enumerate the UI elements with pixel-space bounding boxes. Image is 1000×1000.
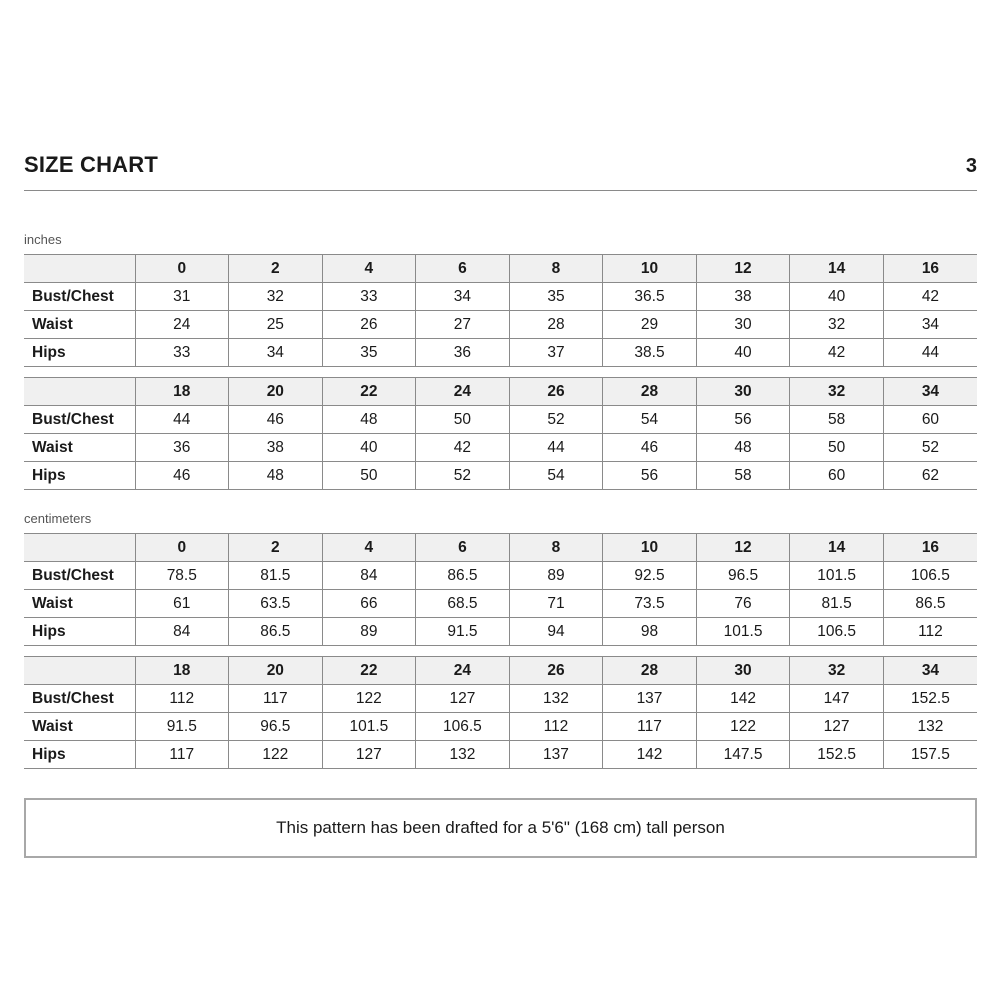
measurement-value: 42	[883, 283, 977, 311]
table-row-hips	[24, 618, 977, 646]
measurement-label: Waist	[32, 438, 73, 456]
header-corner-cell	[24, 534, 135, 562]
measurement-value: 68.5	[416, 590, 510, 618]
measurement-value: 66	[322, 590, 416, 618]
measurement-value: 142	[696, 685, 790, 713]
measurement-value: 61	[135, 590, 229, 618]
measurement-value: 71	[509, 590, 603, 618]
measurement-value: 127	[790, 713, 884, 741]
measurement-value: 38.5	[603, 339, 697, 367]
measurement-value: 117	[229, 685, 323, 713]
measurement-value: 52	[416, 462, 510, 490]
measurement-value: 122	[696, 713, 790, 741]
size-header-cell: 22	[322, 378, 416, 406]
size-header-cell: 8	[509, 534, 603, 562]
size-header-cell: 2	[229, 534, 323, 562]
size-header-cell: 18	[135, 378, 229, 406]
size-header-cell: 14	[790, 534, 884, 562]
size-header-cell: 24	[416, 378, 510, 406]
measurement-value: 84	[322, 562, 416, 590]
measurement-value: 101.5	[790, 562, 884, 590]
measurement-value: 52	[883, 434, 977, 462]
measurement-value: 46	[603, 434, 697, 462]
measurement-value: 42	[416, 434, 510, 462]
measurement-value: 112	[509, 713, 603, 741]
measurement-value: 50	[790, 434, 884, 462]
size-header-cell: 28	[603, 378, 697, 406]
measurement-value: 29	[603, 311, 697, 339]
measurement-value: 122	[229, 741, 323, 769]
table-row-bust-chest	[24, 685, 977, 713]
measurement-value: 86.5	[883, 590, 977, 618]
table-row-waist	[24, 713, 977, 741]
table-row-waist	[24, 434, 977, 462]
measurement-value: 44	[883, 339, 977, 367]
page-title: SIZE CHART	[24, 152, 158, 177]
measurement-value: 78.5	[135, 562, 229, 590]
measurement-value: 31	[135, 283, 229, 311]
size-header-cell: 18	[135, 657, 229, 685]
measurement-value: 132	[416, 741, 510, 769]
measurement-label: Hips	[32, 343, 66, 361]
measurement-value: 35	[322, 339, 416, 367]
measurement-value: 54	[509, 462, 603, 490]
measurement-value: 24	[135, 311, 229, 339]
size-header-cell: 10	[603, 534, 697, 562]
measurement-value: 137	[509, 741, 603, 769]
table-row-waist	[24, 311, 977, 339]
measurement-value: 101.5	[696, 618, 790, 646]
measurement-label: Bust/Chest	[32, 287, 114, 305]
measurement-value: 46	[229, 406, 323, 434]
size-table-centimeters-2	[24, 656, 977, 769]
measurement-value: 36.5	[603, 283, 697, 311]
measurement-value: 40	[696, 339, 790, 367]
measurement-value: 98	[603, 618, 697, 646]
measurement-value: 147	[790, 685, 884, 713]
size-header-cell: 20	[229, 657, 323, 685]
size-table-inches-1	[24, 254, 977, 367]
size-header-cell: 10	[603, 255, 697, 283]
measurement-label: Waist	[32, 594, 73, 612]
measurement-value: 152.5	[883, 685, 977, 713]
header-corner-cell	[24, 657, 135, 685]
page-header	[24, 150, 977, 191]
measurement-value: 73.5	[603, 590, 697, 618]
measurement-value: 42	[790, 339, 884, 367]
size-header-cell: 20	[229, 378, 323, 406]
measurement-value: 34	[416, 283, 510, 311]
measurement-value: 152.5	[790, 741, 884, 769]
size-header-cell: 16	[883, 255, 977, 283]
table-row-bust-chest	[24, 406, 977, 434]
measurement-value: 60	[790, 462, 884, 490]
size-header-cell: 6	[416, 534, 510, 562]
size-header-cell: 26	[509, 378, 603, 406]
header-corner-cell	[24, 378, 135, 406]
measurement-value: 76	[696, 590, 790, 618]
measurement-value: 44	[135, 406, 229, 434]
measurement-value: 127	[322, 741, 416, 769]
measurement-value: 106.5	[790, 618, 884, 646]
measurement-value: 89	[322, 618, 416, 646]
measurement-value: 94	[509, 618, 603, 646]
measurement-value: 147.5	[696, 741, 790, 769]
measurement-value: 112	[135, 685, 229, 713]
size-header-cell: 14	[790, 255, 884, 283]
size-header-cell: 34	[883, 378, 977, 406]
table-row-hips	[24, 462, 977, 490]
measurement-label: Hips	[32, 622, 66, 640]
size-header-cell: 32	[790, 378, 884, 406]
measurement-value: 32	[229, 283, 323, 311]
size-header-cell: 30	[696, 378, 790, 406]
measurement-label: Bust/Chest	[32, 689, 114, 707]
measurement-value: 28	[509, 311, 603, 339]
measurement-value: 122	[322, 685, 416, 713]
measurement-value: 142	[603, 741, 697, 769]
measurement-value: 38	[229, 434, 323, 462]
table-row-bust-chest	[24, 283, 977, 311]
measurement-value: 34	[883, 311, 977, 339]
table-row-bust-chest	[24, 562, 977, 590]
size-header-row	[24, 378, 977, 406]
measurement-value: 54	[603, 406, 697, 434]
measurement-value: 96.5	[229, 713, 323, 741]
measurement-value: 50	[416, 406, 510, 434]
size-chart-page	[24, 0, 977, 1000]
measurement-value: 92.5	[603, 562, 697, 590]
size-header-row	[24, 657, 977, 685]
measurement-value: 106.5	[883, 562, 977, 590]
measurement-value: 36	[416, 339, 510, 367]
size-header-cell: 16	[883, 534, 977, 562]
size-table-inches-2	[24, 377, 977, 490]
measurement-value: 58	[790, 406, 884, 434]
size-header-row	[24, 255, 977, 283]
measurement-value: 157.5	[883, 741, 977, 769]
size-header-cell: 22	[322, 657, 416, 685]
measurement-value: 56	[603, 462, 697, 490]
measurement-value: 35	[509, 283, 603, 311]
measurement-value: 101.5	[322, 713, 416, 741]
measurement-value: 27	[416, 311, 510, 339]
size-header-cell: 32	[790, 657, 884, 685]
measurement-value: 137	[603, 685, 697, 713]
measurement-label: Waist	[32, 717, 73, 735]
measurement-value: 91.5	[416, 618, 510, 646]
measurement-value: 30	[696, 311, 790, 339]
height-note-box	[24, 798, 977, 858]
measurement-value: 34	[229, 339, 323, 367]
measurement-value: 40	[790, 283, 884, 311]
table-row-waist	[24, 590, 977, 618]
measurement-value: 86.5	[229, 618, 323, 646]
measurement-value: 44	[509, 434, 603, 462]
measurement-value: 25	[229, 311, 323, 339]
measurement-value: 38	[696, 283, 790, 311]
measurement-value: 132	[883, 713, 977, 741]
unit-label-centimeters: centimeters	[24, 511, 92, 526]
size-table-centimeters-1	[24, 533, 977, 646]
measurement-value: 117	[135, 741, 229, 769]
measurement-value: 132	[509, 685, 603, 713]
measurement-value: 86.5	[416, 562, 510, 590]
measurement-value: 84	[135, 618, 229, 646]
page-number: 3	[965, 155, 977, 177]
measurement-value: 127	[416, 685, 510, 713]
measurement-value: 91.5	[135, 713, 229, 741]
measurement-value: 56	[696, 406, 790, 434]
measurement-value: 112	[883, 618, 977, 646]
measurement-value: 37	[509, 339, 603, 367]
size-header-cell: 4	[322, 255, 416, 283]
measurement-label: Bust/Chest	[32, 410, 114, 428]
size-header-cell: 4	[322, 534, 416, 562]
measurement-value: 48	[229, 462, 323, 490]
header-corner-cell	[24, 255, 135, 283]
size-header-cell: 12	[696, 255, 790, 283]
measurement-value: 48	[696, 434, 790, 462]
measurement-value: 36	[135, 434, 229, 462]
measurement-value: 48	[322, 406, 416, 434]
size-header-row	[24, 534, 977, 562]
measurement-value: 81.5	[790, 590, 884, 618]
measurement-value: 117	[603, 713, 697, 741]
measurement-value: 106.5	[416, 713, 510, 741]
size-header-cell: 2	[229, 255, 323, 283]
measurement-value: 33	[322, 283, 416, 311]
unit-label-inches: inches	[24, 232, 62, 247]
size-header-cell: 8	[509, 255, 603, 283]
size-header-cell: 12	[696, 534, 790, 562]
size-header-cell: 30	[696, 657, 790, 685]
size-header-cell: 0	[135, 534, 229, 562]
height-note-text: This pattern has been drafted for a 5'6" (168 cm) tall person	[276, 818, 725, 837]
size-header-cell: 34	[883, 657, 977, 685]
measurement-label: Bust/Chest	[32, 566, 114, 584]
size-header-cell: 0	[135, 255, 229, 283]
measurement-label: Hips	[32, 466, 66, 484]
measurement-value: 52	[509, 406, 603, 434]
measurement-value: 63.5	[229, 590, 323, 618]
size-header-cell: 24	[416, 657, 510, 685]
measurement-value: 40	[322, 434, 416, 462]
measurement-value: 58	[696, 462, 790, 490]
measurement-label: Waist	[32, 315, 73, 333]
measurement-value: 89	[509, 562, 603, 590]
measurement-value: 50	[322, 462, 416, 490]
table-row-hips	[24, 339, 977, 367]
measurement-value: 46	[135, 462, 229, 490]
measurement-value: 26	[322, 311, 416, 339]
measurement-value: 32	[790, 311, 884, 339]
table-row-hips	[24, 741, 977, 769]
measurement-value: 60	[883, 406, 977, 434]
size-header-cell: 6	[416, 255, 510, 283]
size-header-cell: 26	[509, 657, 603, 685]
measurement-label: Hips	[32, 745, 66, 763]
measurement-value: 96.5	[696, 562, 790, 590]
size-header-cell: 28	[603, 657, 697, 685]
measurement-value: 62	[883, 462, 977, 490]
measurement-value: 33	[135, 339, 229, 367]
measurement-value: 81.5	[229, 562, 323, 590]
